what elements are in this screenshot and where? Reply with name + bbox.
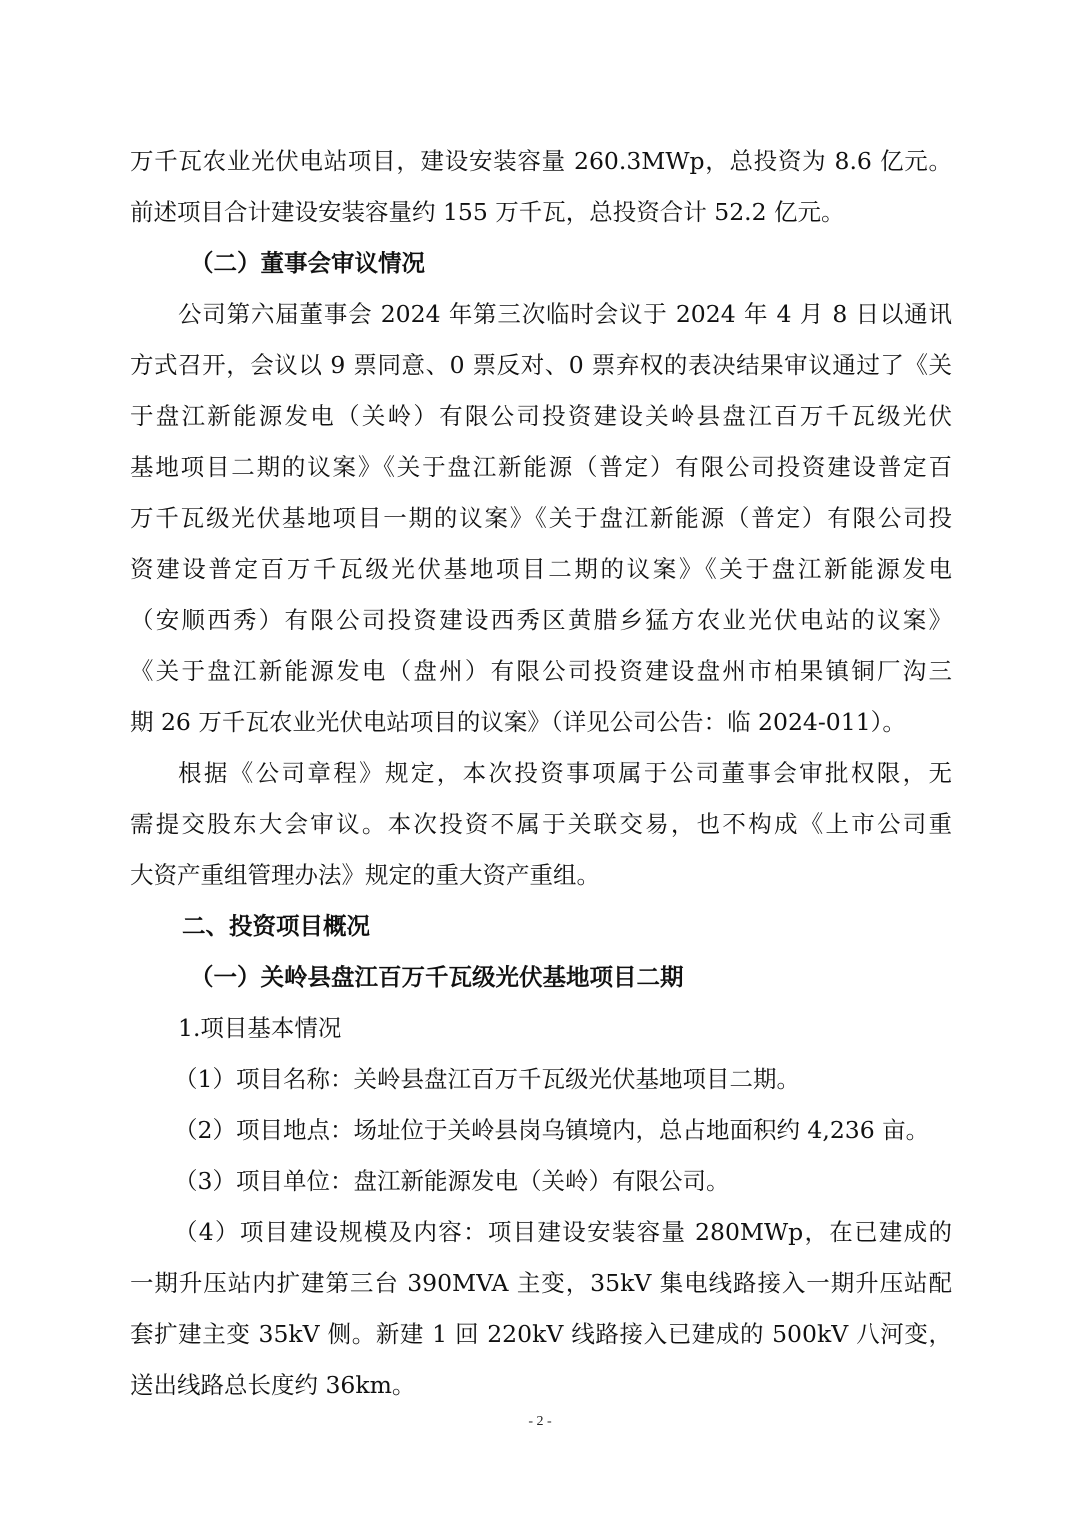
paragraph-line: 大资产重组管理办法》规定的重大资产重组。	[130, 861, 600, 889]
document-page	[130, 136, 952, 1411]
paragraph-line: 万千瓦级光伏基地项目一期的议案》《关于盘江新能源（普定）有限公司投	[130, 504, 952, 532]
section-heading-project-one: （一）关岭县盘江百万千瓦级光伏基地项目二期	[190, 963, 684, 991]
subsection-heading-basic-info: 1.项目基本情况	[178, 1014, 342, 1042]
section-heading-board-review: （二）董事会审议情况	[190, 249, 425, 277]
paragraph-line: 基地项目二期的议案》《关于盘江新能源（普定）有限公司投资建设普定百	[130, 453, 952, 481]
paragraph-line: 前述项目合计建设安装容量约 155 万千瓦，总投资合计 52.2 亿元。	[130, 198, 845, 226]
paragraph-line: 公司第六届董事会 2024 年第三次临时会议于 2024 年 4 月 8 日以通讯	[178, 300, 952, 328]
list-item-project-location: （2）项目地点：场址位于关岭县岗乌镇境内，总占地面积约 4,236 亩。	[174, 1116, 930, 1144]
paragraph-line: 万千瓦农业光伏电站项目，建设安装容量 260.3MWp，总投资为 8.6 亿元。	[130, 147, 952, 175]
list-item-project-name: （1）项目名称：关岭县盘江百万千瓦级光伏基地项目二期。	[174, 1065, 800, 1093]
paragraph-line: 于盘江新能源发电（关岭）有限公司投资建设关岭县盘江百万千瓦级光伏	[130, 402, 952, 430]
paragraph-line: 资建设普定百万千瓦级光伏基地项目二期的议案》《关于盘江新能源发电	[130, 555, 952, 583]
paragraph-line: 期 26 万千瓦农业光伏电站项目的议案》（详见公司公告：临 2024-011）。	[130, 708, 906, 736]
list-item-project-unit: （3）项目单位：盘江新能源发电（关岭）有限公司。	[174, 1167, 730, 1195]
paragraph-line: 送出线路总长度约 36km。	[130, 1371, 416, 1399]
paragraph-line: 根据《公司章程》规定，本次投资事项属于公司董事会审批权限，无	[178, 759, 952, 787]
page-number: - 2 -	[528, 1414, 552, 1429]
paragraph-line: 一期升压站内扩建第三台 390MVA 主变，35kV 集电线路接入一期升压站配	[130, 1269, 952, 1297]
paragraph-line: 套扩建主变 35kV 侧。新建 1 回 220kV 线路接入已建成的 500kV 八河变，	[130, 1320, 952, 1348]
paragraph-line: 需提交股东大会审议。本次投资不属于关联交易，也不构成《上市公司重	[130, 810, 952, 838]
list-item-project-scale: （4）项目建设规模及内容：项目建设安装容量 280MWp，在已建成的	[174, 1218, 952, 1246]
paragraph-line: （安顺西秀）有限公司投资建设西秀区黄腊乡猛方农业光伏电站的议案》	[130, 606, 952, 634]
paragraph-line: 《关于盘江新能源发电（盘州）有限公司投资建设盘州市柏果镇铜厂沟三	[130, 657, 952, 685]
section-heading-investment-overview: 二、投资项目概况	[182, 912, 370, 940]
paragraph-line: 方式召开，会议以 9 票同意、0 票反对、0 票弃权的表决结果审议通过了《关	[130, 351, 952, 379]
